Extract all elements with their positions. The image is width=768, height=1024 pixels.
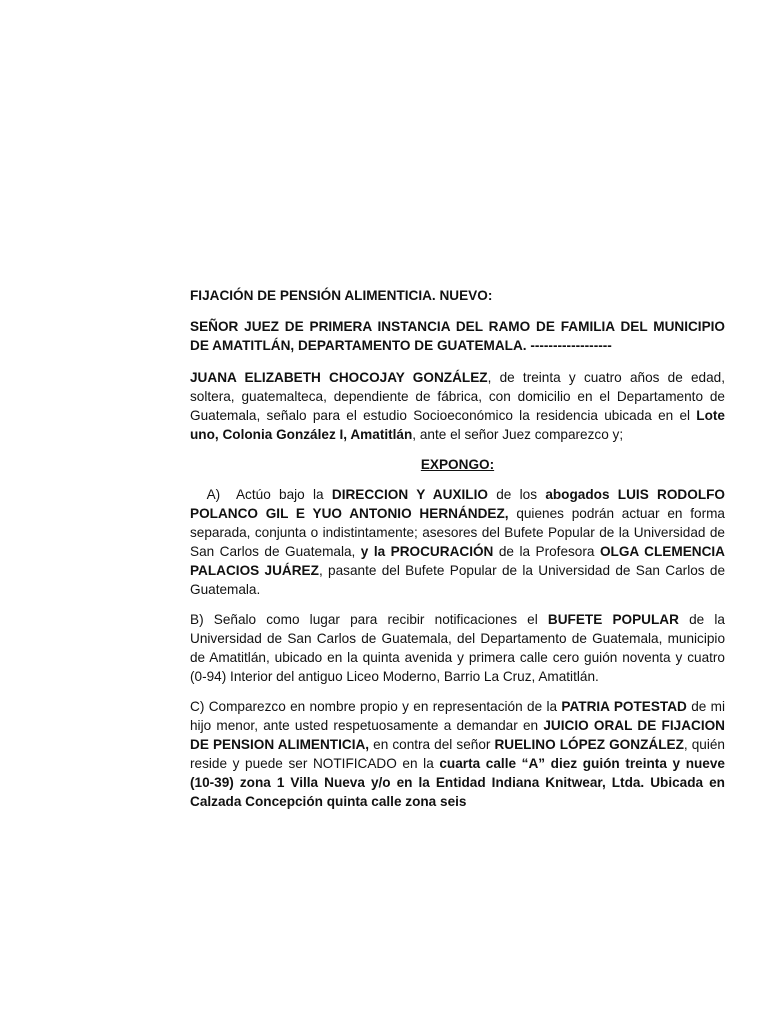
intro-text-2: , ante el señor Juez comparezco y; <box>412 427 624 442</box>
para-b-text-1: B) Señalo como lugar para recibir notificaciones el <box>190 612 548 627</box>
para-c-bold-1: PATRIA POTESTAD <box>561 699 687 714</box>
para-c-bold-2: JUICIO ORAL DE FIJACION DE PENSION ALIMENTICIA, <box>190 718 725 752</box>
para-a-text-3: quienes podrán actuar en forma separada, conjunta o indistintamente; asesores del Bufete Popular de la Universidad de San Carlos de Guatemala, <box>190 506 725 559</box>
document-title: FIJACIÓN DE PENSIÓN ALIMENTICIA. NUEVO: <box>190 288 493 303</box>
document-body <box>190 286 725 811</box>
para-c-bold-3: RUELINO LÓPEZ GONZÁLEZ <box>494 737 684 752</box>
paragraph-b <box>190 610 725 686</box>
para-a-bold-3: y la PROCURACIÓN <box>360 544 494 559</box>
para-a-text-4: de la Profesora <box>493 544 600 559</box>
para-a-bold-2: abogados LUIS RODOLFO POLANCO GIL E YUO ANTONIO HERNÁNDEZ, <box>190 487 726 521</box>
residence-address: Lote uno, Colonia González I, Amatitlán <box>190 408 725 442</box>
intro-text-1: , de treinta y cuatro años de edad, soltera, guatemalteca, dependiente de fábrica, con domicilio en el Departamento de Guatemala, señalo para el estudio Socioeconómico la residencia ubicada en el <box>190 370 726 423</box>
section-heading-expongo: EXPONGO: <box>420 457 495 472</box>
para-a-text-5: , pasante del Bufete Popular de la Universidad de San Carlos de Guatemala. <box>190 563 726 597</box>
para-a-text-1: A) Actúo bajo la <box>190 487 332 502</box>
para-c-text-4: , quién reside y puede ser NOTIFICADO en la <box>190 737 725 771</box>
para-c-text-2: de mi hijo menor, ante usted respetuosamente a demandar en <box>190 699 725 733</box>
addressee-line: SEÑOR JUEZ DE PRIMERA INSTANCIA DEL RAMO DE FAMILIA DEL MUNICIPIO DE AMATITLÁN, DEPARTAMENTO DE GUATEMALA. ------------------ <box>190 319 725 353</box>
paragraph-a <box>190 485 725 599</box>
paragraph-c <box>190 697 725 811</box>
para-c-text-1: C) Comparezco en nombre propio y en representación de la <box>190 699 562 714</box>
para-b-bold-1: BUFETE POPULAR <box>547 612 679 627</box>
para-c-bold-4: cuarta calle “A” diez guión treinta y nueve (10-39) zona 1 Villa Nueva y/o en la Entidad Indiana Knitwear, Ltda. Ubicada en Calzada Concepción quinta calle zona seis <box>190 756 725 809</box>
para-a-text-2: de los <box>487 487 546 502</box>
plaintiff-name: JUANA ELIZABETH CHOCOJAY GONZÁLEZ <box>190 370 488 385</box>
para-c-text-3: en contra del señor <box>369 737 495 752</box>
para-a-bold-4: OLGA CLEMENCIA PALACIOS JUÁREZ <box>190 544 725 578</box>
para-a-bold-1: DIRECCION Y AUXILIO <box>331 487 488 502</box>
intro-paragraph <box>190 368 725 444</box>
para-b-text-2: de la Universidad de San Carlos de Guatemala, del Departamento de Guatemala, municipio de Amatitlán, ubicado en la quinta avenida y primera calle cero guión noventa y cuatro (0-94) Interior del antiguo Liceo Moderno, Barrio La Cruz, Amatitlán. <box>190 612 725 684</box>
